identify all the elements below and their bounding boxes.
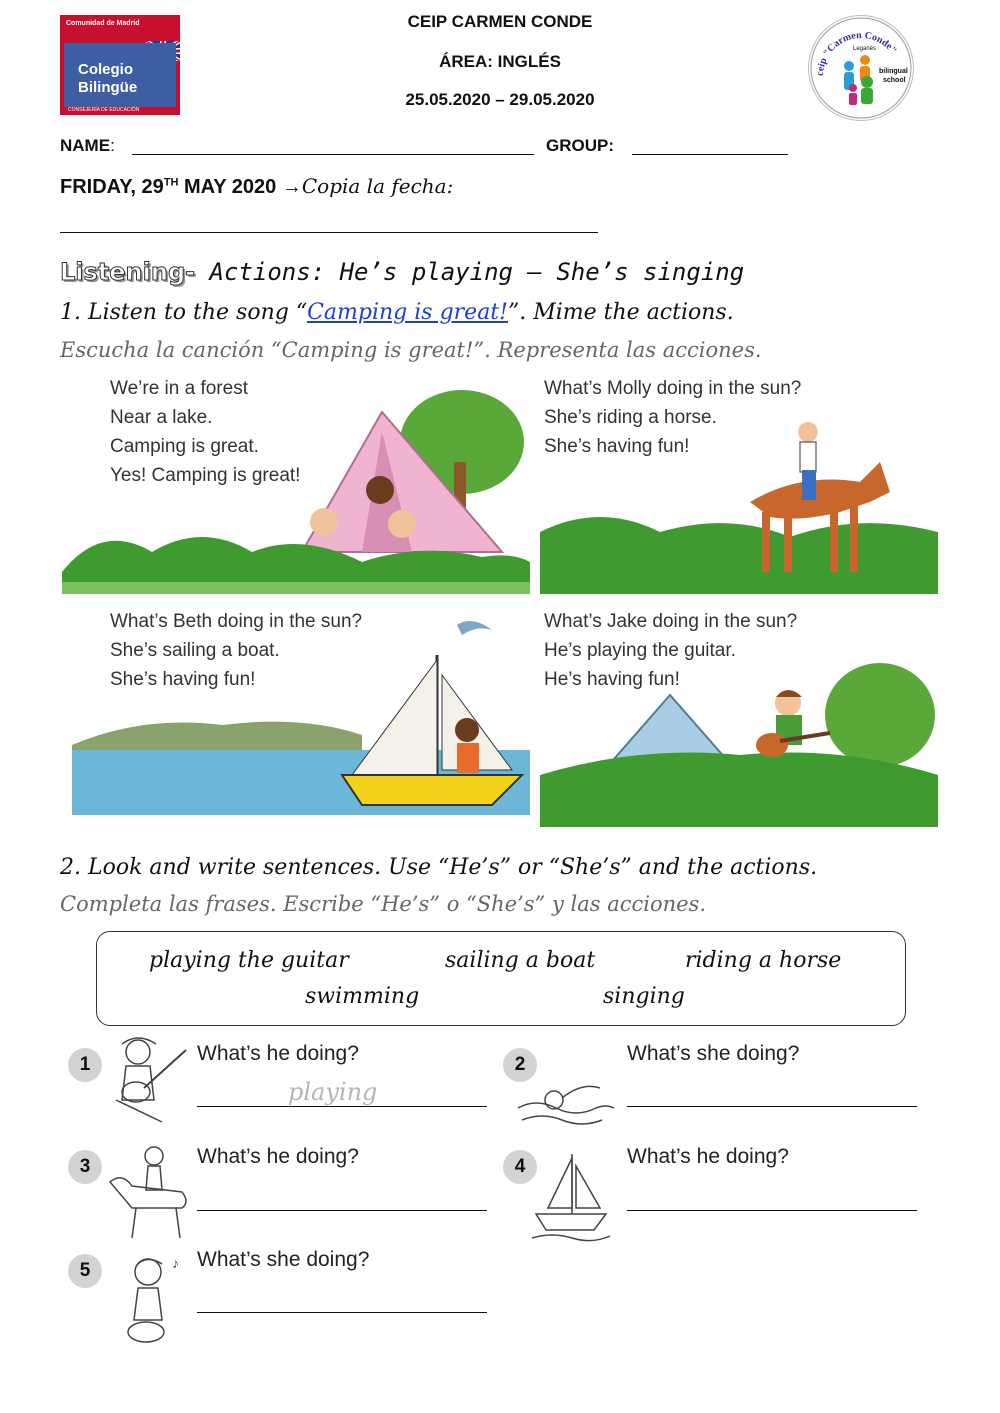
lyric-line: He’s playing the guitar. [544,640,736,661]
date-instruction: Copia la fecha: [301,174,454,198]
word-bank-item: sailing a boat [445,948,596,973]
lyric-line: What’s Jake doing in the sun? [544,611,798,632]
school-name: CEIP CARMEN CONDE [407,12,593,31]
logo-text-colegio: Colegio [78,61,133,78]
group-field-line[interactable] [632,154,788,155]
girl-singing-icon [116,1250,190,1350]
exercise-question: What’s he doing? [197,1042,359,1065]
group-label: GROUP: [546,136,614,155]
svg-text:♪: ♪ [172,1255,179,1271]
word-bank-item: riding a horse [685,948,842,973]
answer-hint: playing [288,1078,378,1106]
task1-instruction [60,300,734,325]
logo-top-text: Comunidad de Madrid [66,20,140,27]
lyric-line: She’s sailing a boat. [110,640,280,661]
arrow-icon: → [281,176,302,198]
lyric-line: She’s having fun! [110,669,256,690]
task2-instruction: 2. Look and write sentences. Use “He’s” or “She’s” and the actions. [60,855,818,880]
panel1-lyrics [110,374,300,490]
section-title [60,258,744,287]
logo-tag-bilingual: bilingual [879,68,908,75]
colegio-bilingue-logo [60,15,180,115]
exercise-question: What’s she doing? [627,1042,800,1065]
date-copy-line[interactable] [60,232,598,233]
panel2-lyrics [544,374,801,461]
svg-text:ceip "Carmen Conde": ceip "Carmen Conde" [814,29,899,77]
logo-text-bilingue: Bilingüe [78,79,138,96]
task2-spanish: Completa las frases. Escribe “He’s” o “She’s” y las acciones. [60,892,706,916]
ceip-carmen-conde-logo [808,15,914,121]
lyric-line: She’s riding a horse. [544,407,717,428]
lyric-line: Camping is great. [110,436,259,457]
song-link[interactable]: Camping is great! [307,300,508,325]
answer-line[interactable] [197,1312,487,1313]
date-month: MAY 2020 [178,176,282,198]
name-label: NAME [60,136,111,155]
exercise-number: 1 [68,1048,102,1082]
word-bank-item: swimming [305,984,420,1009]
song-panel-forest [62,372,530,594]
boy-guitar-icon [102,1030,192,1128]
word-bank-box [96,931,906,1026]
answer-line[interactable] [197,1106,487,1107]
lyric-line: She’s having fun! [544,436,690,457]
date-suffix: TH [163,176,179,189]
lyric-line: What’s Molly doing in the sun? [544,378,802,399]
word-bank-item: singing [603,984,685,1009]
listening-tag: Listening- [60,258,196,286]
panel3-lyrics [110,607,362,694]
name-colon: : [110,136,115,155]
logo-tag-school: school [883,77,906,84]
panel4-lyrics [544,607,797,694]
exercise-number: 3 [68,1150,102,1184]
logo-bottom-text: CONSEJERÍA DE EDUCACIÓN [68,107,140,113]
exercise-number: 2 [503,1048,537,1082]
answer-line[interactable] [627,1210,917,1211]
lyric-line: Yes! Camping is great! [110,465,301,486]
exercise-number: 5 [68,1254,102,1288]
section-subtitle: Actions: He’s playing – She’s singing [195,258,745,286]
logo-city: Leganés [853,46,877,52]
word-bank-item: playing the guitar [149,948,349,973]
name-field-line[interactable] [132,154,534,155]
boy-riding-horse-icon [102,1142,194,1242]
exercise-question: What’s she doing? [197,1248,370,1271]
exercise-number: 4 [503,1150,537,1184]
girl-swimming-icon [516,1072,616,1134]
answer-line[interactable] [627,1106,917,1107]
date-day: FRIDAY, 29 [60,176,164,198]
song-panel-molly [540,372,938,594]
boy-sailing-icon [528,1150,612,1242]
task1-spanish: Escucha la canción “Camping is great!”. Representa las acciones. [60,338,762,362]
exercise-question: What’s he doing? [627,1145,789,1168]
bird-icon [457,621,492,635]
lyric-line: Near a lake. [110,407,213,428]
lyric-line: We’re in a forest [110,378,248,399]
lyric-line: He’s having fun! [544,669,680,690]
exercise-question: What’s he doing? [197,1145,359,1168]
answer-line[interactable] [197,1210,487,1211]
task1-suffix: ”. Mime the actions. [508,300,734,325]
name-row [60,136,115,156]
date-row [60,174,453,199]
task1-prefix: 1. Listen to the song “ [60,300,308,325]
song-panel-beth [62,605,530,827]
subject-area: ÁREA: INGLÉS [439,52,561,71]
lyric-line: What’s Beth doing in the sun? [110,611,363,632]
song-panel-jake [540,605,938,827]
week-dates: 25.05.2020 – 29.05.2020 [405,90,595,109]
